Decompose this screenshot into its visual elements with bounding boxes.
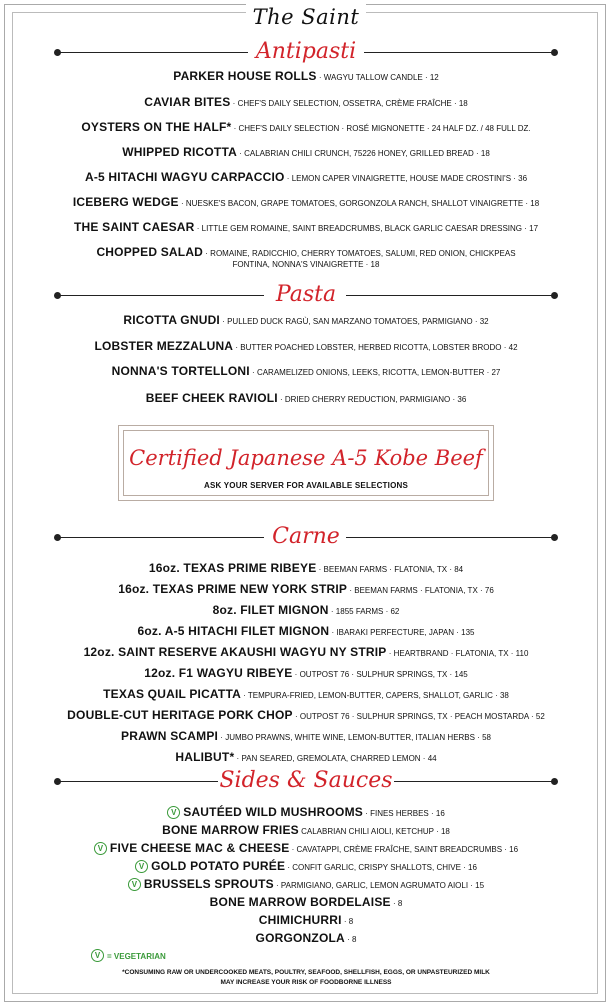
vegetarian-icon: V (91, 949, 104, 962)
vegetarian-legend-text: = VEGETARIAN (107, 952, 166, 961)
logo-text: The Saint (252, 5, 360, 29)
menu-item-name: CAVIAR BITES (144, 95, 231, 109)
menu-item (30, 931, 582, 947)
menu-item-description: · CONFIT GARLIC, CRISPY SHALLOTS, CHIVE · 16 (285, 863, 477, 872)
menu-item-name: WHIPPED RICOTTA (122, 145, 237, 159)
menu-item-description: · CHEF'S DAILY SELECTION · ROSÉ MIGNONETTE · 24 HALF DZ. / 48 FULL DZ. (231, 124, 531, 133)
menu-item-description: · TEMPURA-FRIED, LEMON-BUTTER, CAPERS, SHALLOT, GARLIC · 38 (240, 691, 509, 700)
vegetarian-icon: V (94, 842, 107, 855)
menu-item (30, 645, 582, 661)
menu-item (30, 624, 582, 640)
vegetarian-icon: V (128, 878, 141, 891)
menu-item-description: · BEEMAN FARMS · FLATONIA, TX · 76 (347, 586, 494, 595)
menu-item-description: · PAN SEARED, GREMOLATA, CHARRED LEMON · 44 (234, 754, 437, 763)
vegetarian-legend (91, 949, 166, 962)
menu-item-description: · NUESKE'S BACON, GRAPE TOMATOES, GORGONZOLA RANCH, SHALLOT VINAIGRETTE · 18 (178, 199, 540, 208)
menu-item-description: · 8 (344, 935, 357, 944)
menu-item-description: · OUTPOST 76 · SULPHUR SPRINGS, TX · PEACH MOSTARDA · 52 (292, 712, 545, 721)
disclaimer-line: MAY INCREASE YOUR RISK OF FOODBORNE ILLNESS (220, 979, 392, 986)
section-heading-antipasti (0, 38, 612, 68)
menu-item-description: · PARMIGIANO, GARLIC, LEMON AGRUMATO AIOLI · 15 (273, 881, 485, 890)
section-title: Carne (272, 524, 340, 549)
menu-item-name: SAUTÉED WILD MUSHROOMS (183, 805, 363, 819)
menu-item-name: TEXAS QUAIL PICATTA (103, 687, 241, 701)
menu-item-name: HALIBUT* (175, 750, 235, 764)
menu-item-name: GOLD POTATO PURÉE (151, 859, 286, 873)
menu-item-description: · PULLED DUCK RAGÙ, SAN MARZANO TOMATOES, PARMIGIANO · 32 (219, 317, 489, 326)
section-title: Antipasti (255, 39, 357, 64)
menu-item-name: CHIMICHURRI (258, 913, 342, 927)
menu-item (30, 561, 582, 577)
menu-item-name: BRUSSELS SPROUTS (143, 877, 274, 891)
menu-item-name: BONE MARROW BORDELAISE (209, 895, 391, 909)
menu-item-description: · CARAMELIZED ONIONS, LEEKS, RICOTTA, LEMON-BUTTER · 27 (249, 368, 501, 377)
menu-item (30, 69, 582, 85)
menu-item-name: 16oz. TEXAS PRIME NEW YORK STRIP (118, 582, 348, 596)
menu-item (30, 364, 582, 380)
menu-item-description: · 1855 FARMS · 62 (328, 607, 400, 616)
menu-item (30, 391, 582, 407)
menu-item-description: · WAGYU TALLOW CANDLE · 12 (316, 73, 439, 82)
menu-item-name: THE SAINT CAESAR (73, 220, 195, 234)
section-title: Sides & Sauces (219, 768, 393, 793)
menu-item-description: · OUTPOST 76 · SULPHUR SPRINGS, TX · 145 (292, 670, 468, 679)
menu-item-description: CALABRIAN CHILI AIOLI, KETCHUP · 18 (298, 827, 450, 836)
menu-item-name: GORGONZOLA (255, 931, 345, 945)
menu-item (30, 195, 582, 211)
section-heading-pasta (0, 281, 612, 311)
menu-item-name: FIVE CHEESE MAC & CHEESE (109, 841, 290, 855)
menu-item-description: · BUTTER POACHED LOBSTER, HERBED RICOTTA, LOBSTER BRODO · 42 (233, 343, 518, 352)
menu-item-description: · BEEMAN FARMS · FLATONIA, TX · 84 (316, 565, 464, 574)
menu-item-name: 6oz. A-5 HITACHI FILET MIGNON (137, 624, 330, 638)
menu-item-description: · LITTLE GEM ROMAINE, SAINT BREADCRUMBS, BLACK GARLIC CAESAR DRESSING · 17 (194, 224, 539, 233)
menu-item-description: · JUMBO PRAWNS, WHITE WINE, LEMON-BUTTER, ITALIAN HERBS · 58 (218, 733, 491, 742)
menu-item-name: 12oz. F1 WAGYU RIBEYE (144, 666, 293, 680)
menu-item (30, 582, 582, 598)
menu-item (30, 220, 582, 236)
menu-item-name: ICEBERG WEDGE (72, 195, 179, 209)
menu-item-description: · 8 (341, 917, 354, 926)
menu-item-name: PRAWN SCAMPI (121, 729, 219, 743)
menu-item (30, 877, 582, 893)
menu-item (30, 339, 582, 355)
menu-item (30, 687, 582, 703)
section-heading-carne (0, 523, 612, 553)
menu-item (30, 120, 582, 136)
menu-item (30, 145, 582, 161)
menu-item-name: 8oz. FILET MIGNON (212, 603, 329, 617)
menu-item-name: BONE MARROW FRIES (162, 823, 299, 837)
menu-item-name: A-5 HITACHI WAGYU CARPACCIO (84, 170, 285, 184)
menu-item-name: 12oz. SAINT RESERVE AKAUSHI WAGYU NY STRIP (83, 645, 387, 659)
menu-item (30, 805, 582, 821)
menu-item (30, 823, 582, 839)
menu-item (30, 708, 582, 724)
menu-item (30, 750, 582, 766)
menu-item-name: OYSTERS ON THE HALF* (81, 120, 232, 134)
menu-item-description: · CAVATAPPI, CRÈME FRAÎCHE, SAINT BREADCRUMBS · 16 (289, 845, 519, 854)
section-title: Pasta (275, 282, 337, 307)
menu-item-name: CHOPPED SALAD (96, 245, 204, 259)
kobe-subtitle: ASK YOUR SERVER FOR AVAILABLE SELECTIONS (203, 481, 409, 490)
logo (246, 0, 366, 38)
vegetarian-icon: V (135, 860, 148, 873)
menu-item-name: DOUBLE-CUT HERITAGE PORK CHOP (67, 708, 293, 722)
menu-item (30, 603, 582, 619)
menu-item-description: · HEARTBRAND · FLATONIA, TX · 110 (386, 649, 529, 658)
kobe-title: Certified Japanese A-5 Kobe Beef (129, 446, 483, 470)
menu-item-name: PARKER HOUSE ROLLS (173, 69, 317, 83)
menu-item-description: · IBARAKI PERFECTURE, JAPAN · 135 (329, 628, 475, 637)
disclaimer-line: *CONSUMING RAW OR UNDERCOOKED MEATS, POULTRY, SEAFOOD, SHELLFISH, EGGS, OR UNPASTEURIZED MILK (122, 969, 490, 976)
menu-item (30, 666, 582, 682)
menu-item-description: · LEMON CAPER VINAIGRETTE, HOUSE MADE CROSTINI'S · 36 (284, 174, 528, 183)
menu-item-name: LOBSTER MEZZALUNA (94, 339, 234, 353)
disclaimer (60, 968, 552, 988)
menu-item-description: · 8 (390, 899, 403, 908)
menu-item-name: RICOTTA GNUDI (123, 313, 220, 327)
menu-item (30, 170, 582, 186)
menu-item-name: NONNA'S TORTELLONI (111, 364, 250, 378)
menu-item-description: · DRIED CHERRY REDUCTION, PARMIGIANO · 36 (277, 395, 467, 404)
menu-item (30, 95, 582, 111)
menu-item-description: · FINES HERBES · 16 (362, 809, 445, 818)
menu-item-description: FONTINA, NONNA'S VINAIGRETTE · 18 (232, 260, 380, 269)
menu-item (30, 313, 582, 329)
menu-item (30, 841, 582, 857)
vegetarian-icon: V (167, 806, 180, 819)
menu-item-description: · ROMAINE, RADICCHIO, CHERRY TOMATOES, SALUMI, RED ONION, CHICKPEAS (203, 249, 516, 258)
menu-item-description: · CHEF'S DAILY SELECTION, OSSETRA, CRÈME FRAÎCHE · 18 (230, 99, 468, 108)
menu-item (30, 895, 582, 911)
menu-item (30, 859, 582, 875)
menu-item-name: BEEF CHEEK RAVIOLI (145, 391, 278, 405)
section-heading-sides (0, 767, 612, 797)
menu-item-name: 16oz. TEXAS PRIME RIBEYE (148, 561, 317, 575)
menu-item-description: · CALABRIAN CHILI CRUNCH, 75226 HONEY, GRILLED BREAD · 18 (236, 149, 490, 158)
menu-item (30, 913, 582, 929)
menu-item (30, 729, 582, 745)
